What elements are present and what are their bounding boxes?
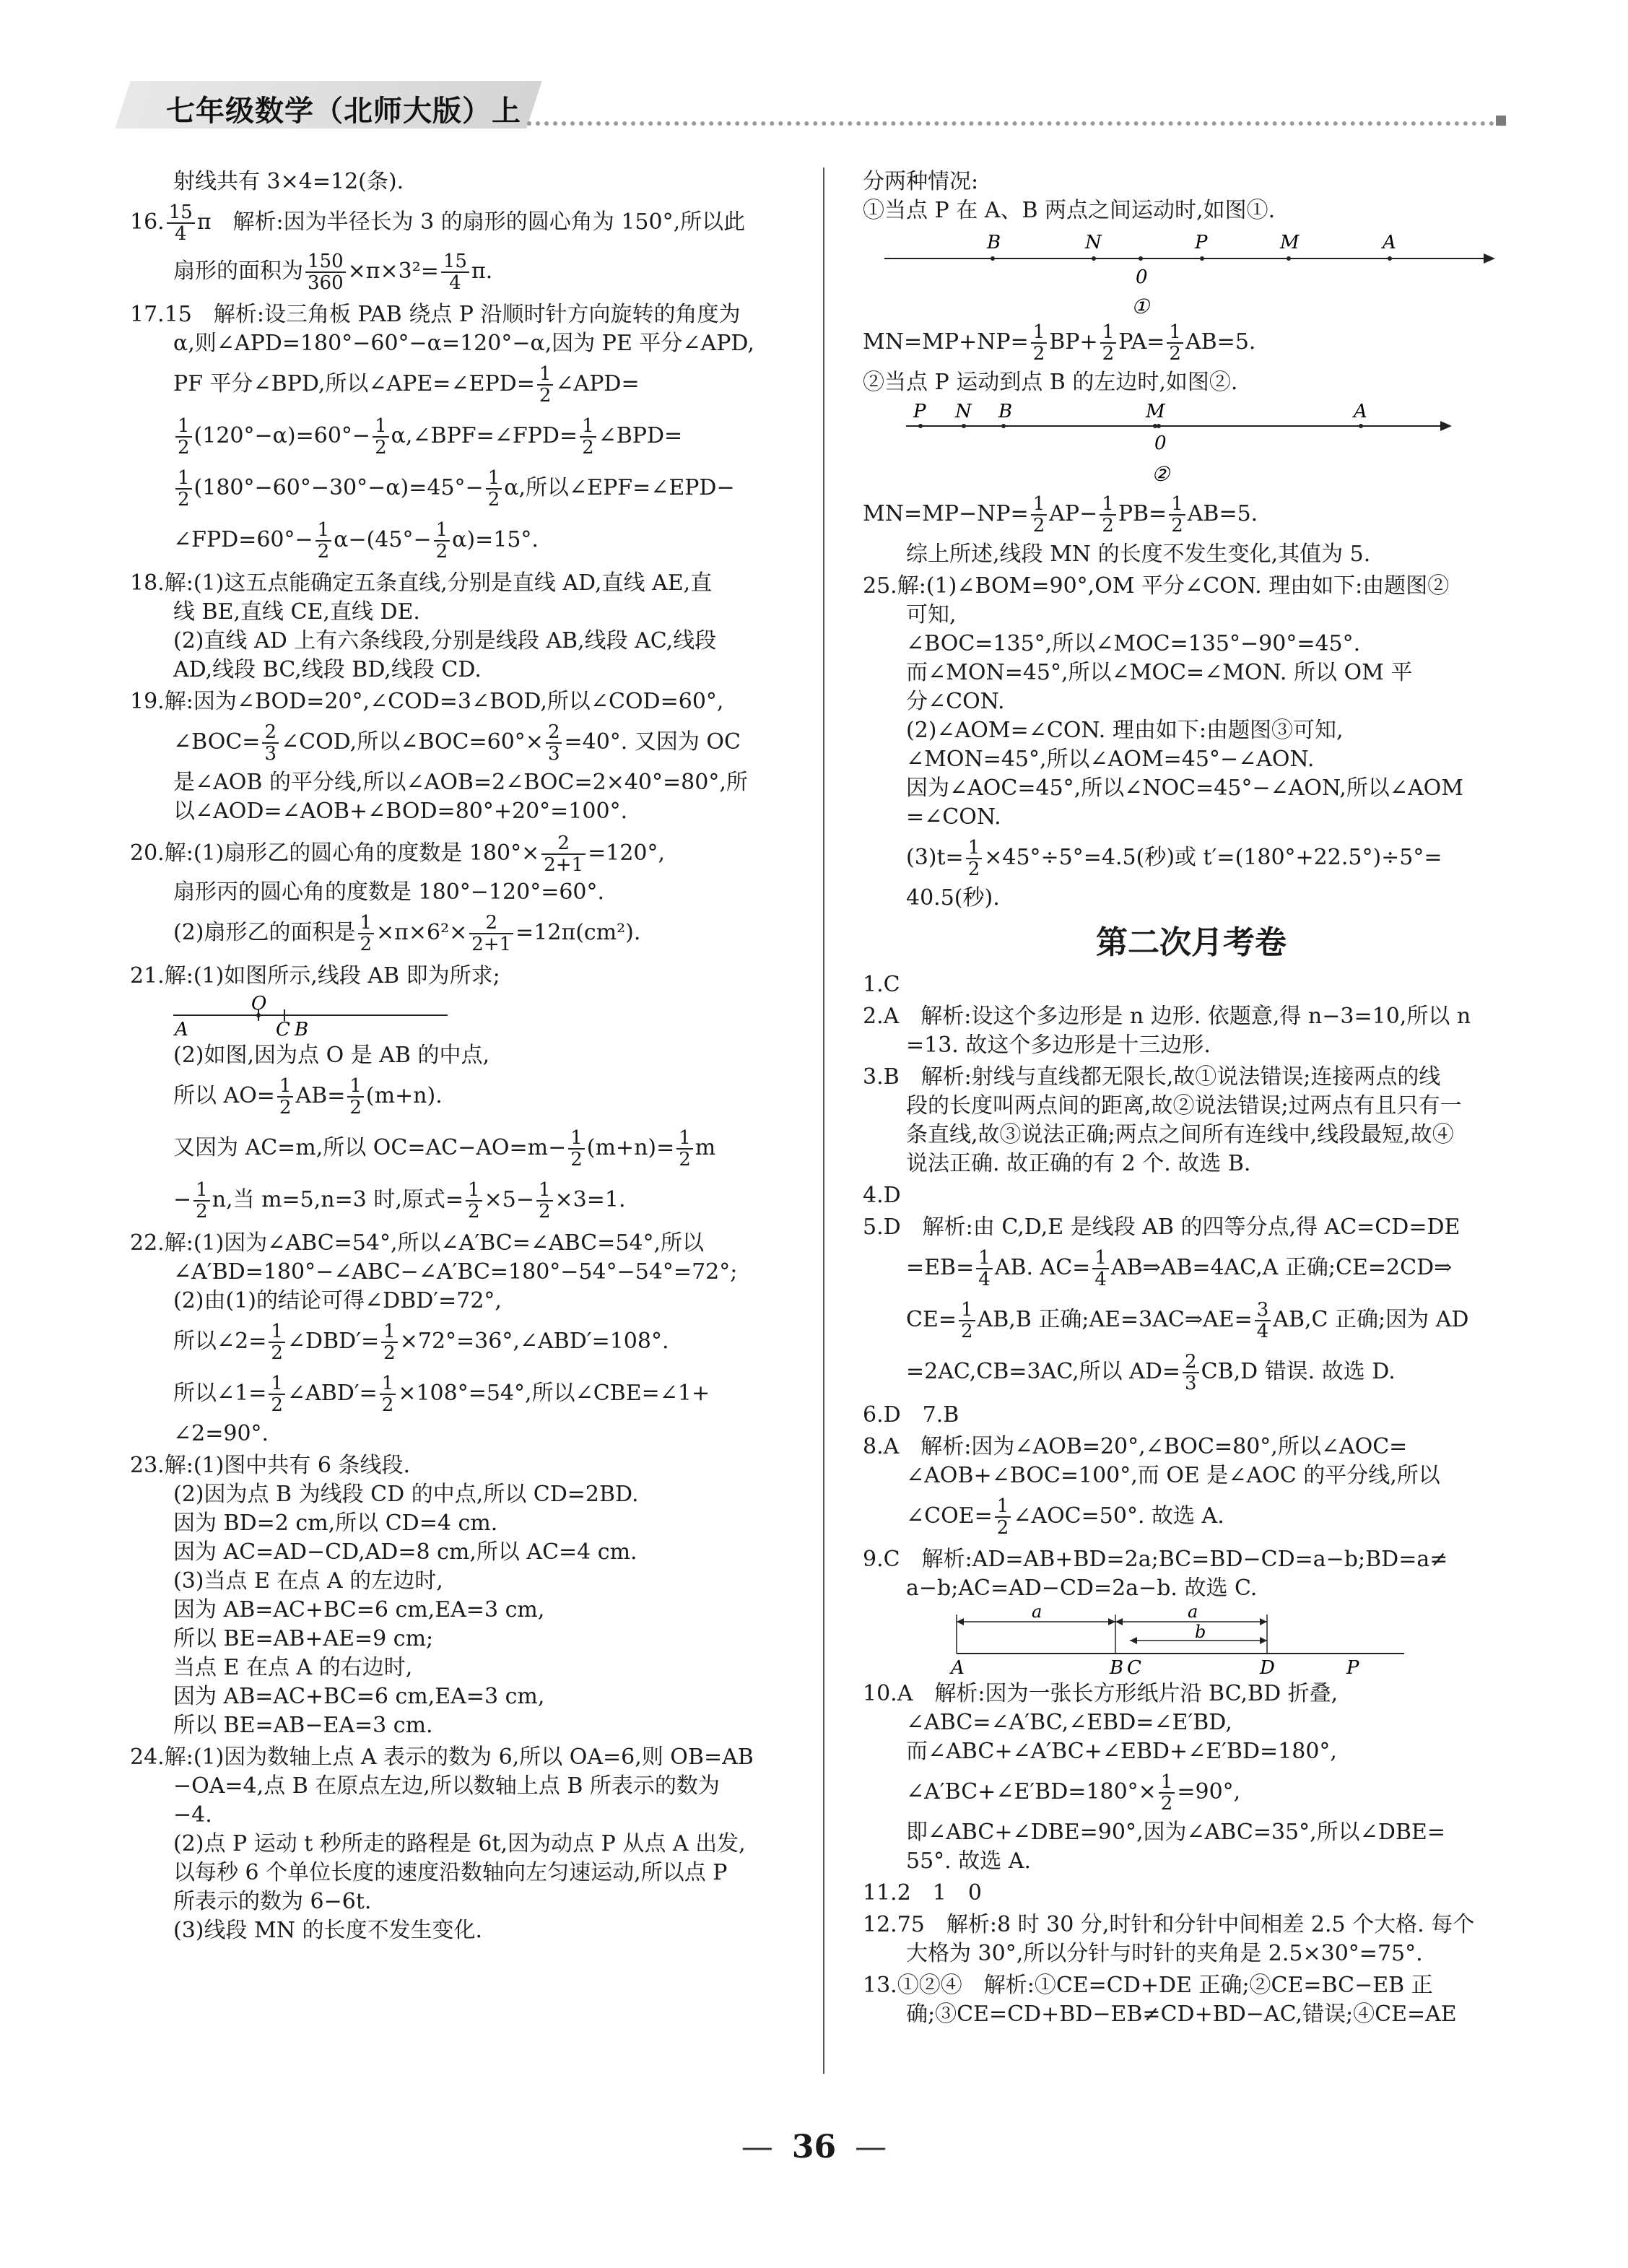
figure-caption: ① xyxy=(1131,295,1150,316)
point-label: P xyxy=(1346,1657,1359,1677)
answer-s9: 9.C 解析:AD=AB+BD=2a;BC=BD−CD=a−b;BD=a≠ a−b;AC=AD−CD=2a−b. 故选 C. a a b A B C D P xyxy=(863,1545,1520,1677)
answer-s1: 1.C xyxy=(863,972,900,997)
fraction: $\frac{150}{360}$ xyxy=(305,251,346,293)
column-divider xyxy=(823,168,824,2074)
page-header-title: 七年级数学（北师大版）上 xyxy=(166,95,521,128)
segment-ab-figure xyxy=(173,995,505,1041)
answer-16: 16. $\frac{15}{4}$ π 解析:因为半径长为 3 的扇形的圆心角为 150°,所以此 扇形的面积为 $\frac{150}{360}$ ×π×3²= $\frac{15}{4}$ π. xyxy=(130,201,746,294)
point-label: M xyxy=(1146,401,1165,422)
point-label: C xyxy=(276,1019,290,1040)
point-label: A xyxy=(951,1657,965,1677)
answer-19: 19.解:因为∠BOD=20°,∠COD=3∠BOD,所以∠COD=60°, ∠BOC= $\frac{2}{3}$ ∠COD,所以∠BOC=60°× $\frac{2}{3}$ =40°. 又因为 OC 是∠AOB 的平分线,所以∠AOB=2∠BOC=2×40°=80°,所 以∠AOD=∠AOB+∠BOD=80°+20°=100°. xyxy=(130,689,748,824)
left-column xyxy=(130,168,798,1948)
page-number-dash-left: — xyxy=(741,2129,773,2165)
point-label: P xyxy=(913,401,926,422)
point-label: C xyxy=(1127,1657,1141,1677)
point-label: A xyxy=(1354,401,1367,422)
answer-20: 20.解:(1)扇形乙的圆心角的度数是 180°× $\frac{2}{2+1}$ =120°, 扇形丙的圆心角的度数是 180°−120°=60°. (2)扇形乙的面积是 $\frac{1}{2}$ ×π×6²× $\frac{2}{2+1}$ =12π(cm²). xyxy=(130,833,666,955)
answer-s13: 13.①②④ 解析:①CE=CD+DE 正确;②CE=BC−EB 正 确;③CE=CD+BD−EB≠CD+BD−AC,错误;④CE=AE xyxy=(863,1973,1457,2027)
length-label: a xyxy=(1188,1607,1198,1622)
fraction: $\frac{15}{4}$ xyxy=(441,251,469,293)
length-label: a xyxy=(1032,1607,1042,1622)
number-line-figure-1 xyxy=(863,230,1498,316)
point-label: D xyxy=(1260,1657,1275,1677)
point-label: B xyxy=(987,232,1001,253)
answer-23: 23.解:(1)图中共有 6 条线段. (2)因为点 B 为线段 CD 的中点,所以 CD=2BD. 因为 BD=2 cm,所以 CD=4 cm. 因为 AC=AD−CD,AD=8 cm,所以 AC=4 cm. (3)当点 E 在点 A 的左边时, 因为 AB=AC+BC=6 cm,EA=3 cm, 所以 BE=AB+AE=9 cm; 当点 E 在点 A 的右边时, 因为 AB=AC+BC=6 cm,EA=3 cm, 所以 BE=AB−EA=3 cm. xyxy=(130,1453,639,1738)
answer-15-tail: 射线共有 3×4=12(条). xyxy=(173,169,404,194)
answer-s3: 3.B 解析:射线与直线都无限长,故①说法错误;连接两点的线 段的长度叫两点间的距离,故②说法错误;过两点有且只有一 条直线,故③说法正确;两点之间所有连线中,线段最短,故④ 说法正确. 故正确的有 2 个. 故选 B. xyxy=(863,1064,1462,1176)
answer-s5: 5.D 解析:由 C,D,E 是线段 AB 的四等分点,得 AC=CD=DE =EB= $\frac{1}{4}$ AB. AC= $\frac{1}{4}$ AB⇒AB=4AC,A 正确;CE=2CD⇒ CE= $\frac{1}{2}$ AB,B 正确;AE=3AC⇒AE= $\frac{3}{4}$ AB,C 正确;因为 AD =2AC,CB=3AC,所以 AD= $\frac{2}{3}$ CB,D 错误. 故选 D. xyxy=(863,1215,1469,1394)
point-label: M xyxy=(1280,232,1300,253)
header-dotted-rule xyxy=(527,121,1494,126)
answer-s11: 11.2 1 0 xyxy=(863,1880,982,1906)
answer-24: 24.解:(1)因为数轴上点 A 表示的数为 6,所以 OA=6,则 OB=AB −OA=4,点 B 在原点左边,所以数轴上点 B 所表示的数为 −4. (2)点 P 运动 t 秒所走的路程是 6t,因为动点 P 从点 A 出发, 以每秒 6 个单位长度的速度沿数轴向左匀速运动,所以点 P 所表示的数为 6−6t. (3)线段 MN 的长度不发生变化. xyxy=(130,1745,754,1943)
point-label: A xyxy=(175,1019,188,1040)
origin-label: 0 xyxy=(1154,433,1167,454)
answer-s10: 10.A 解析:因为一张长方形纸片沿 BC,BD 折叠, ∠ABC=∠A′BC,∠EBD=∠E′BD, 而∠ABC+∠A′BC+∠EBD+∠E′BD=180°, ∠A′BC+∠E′BD=180°× $\frac{1}{2}$ =90°, 即∠ABC+∠DBE=90°,因为∠ABC=35°,所以∠DBE= 55°. 故选 A. xyxy=(863,1681,1445,1874)
right-column xyxy=(863,168,1520,2032)
answer-21: 21.解:(1)如图所示,线段 AB 即为所求; A O C B (2)如图,因为点 O 是 AB 的中点, 所以 AO= $\frac{1}{2}$ AB= $\frac{1}{2}$ (m+n). 又因为 AC=m,所以 OC=AC−AO=m− $\frac{1}{2}$ (m+n)= $\frac{1}{2}$ m − $\frac{1}{2}$ n,当 m=5,n=3 时,原式= $\frac{1}{2}$ ×5− $\frac{1}{2}$ ×3=1. xyxy=(130,963,716,1222)
point-label: A xyxy=(1383,232,1396,253)
fraction: $\frac{15}{4}$ xyxy=(167,202,195,244)
header-square-mark xyxy=(1496,116,1506,126)
point-label: N xyxy=(1085,232,1102,253)
point-label: P xyxy=(1195,232,1208,253)
point-label: N xyxy=(955,401,972,422)
point-label: B xyxy=(295,1019,309,1040)
page-number: — 36 — xyxy=(741,2129,887,2165)
point-label: B xyxy=(1110,1657,1124,1677)
answer-s12: 12.75 解析:8 时 30 分,时针和分针中间相差 2.5 个大格. 每个 大格为 30°,所以分针与时针的夹角是 2.5×30°=75°. xyxy=(863,1912,1475,1966)
answer-18: 18.解:(1)这五点能确定五条直线,分别是直线 AD,直线 AE,直 线 BE,直线 CE,直线 DE. (2)直线 AD 上有六条线段,分别是线段 AB,线段 AC,线段 AD,线段 BC,线段 BD,线段 CD. xyxy=(130,570,717,682)
answer-s2: 2.A 解析:设这个多边形是 n 边形. 依题意,得 n−3=10,所以 n =13. 故这个多边形是十三边形. xyxy=(863,1004,1471,1058)
answer-s8: 8.A 解析:因为∠AOB=20°,∠BOC=80°,所以∠AOC= ∠AOB+∠BOC=100°,而 OE 是∠AOC 的平分线,所以 ∠COE= $\frac{1}{2}$ ∠AOC=50°. 故选 A. xyxy=(863,1434,1440,1539)
number-line-figure-2 xyxy=(863,401,1498,488)
figure-caption: ② xyxy=(1152,462,1170,486)
answer-24-cont: 分两种情况: ①当点 P 在 A、B 两点之间运动时,如图①. B N P M A 0 ① MN=MP+NP= $\frac{1}{2}$ BP+ $\frac{1}{2}$ PA= $\frac{1}{2}$ AB=5. ②当点 P 运动到点 B 的左边时,如图②. P N B M A 0 ② MN=MP−NP= $\frac{1}{2}$ AP− $\frac{1}{2}$ PB= $\frac{1}{2}$ AB=5. 综上所述,线段 MN 的长度不发生变化,其值为 5. xyxy=(863,168,1520,569)
answer-s6-7: 6.D 7.B xyxy=(863,1402,959,1428)
length-label: b xyxy=(1195,1622,1206,1642)
answer-17: 17.15 解析:设三角板 PAB 绕点 P 沿顺时针方向旋转的角度为 α,则∠APD=180°−60°−α=120°−α,因为 PE 平分∠APD, PF 平分∠BPD,所以∠APE=∠EPD= $\frac{1}{2}$ ∠APD= $\frac{1}{2}$ (120°−α)=60°− $\frac{1}{2}$ α,∠BPF=∠FPD= $\frac{1}{2}$ ∠BPD= $\frac{1}{2}$ (180°−60°−30°−α)=45°− $\frac{1}{2}$ α,所以∠EPF=∠EPD− ∠FPD=60°− $\frac{1}{2}$ α−(45°− $\frac{1}{2}$ α)=15°. xyxy=(130,302,754,562)
point-label: O xyxy=(251,995,267,1014)
section-title: 第二次月考卷 xyxy=(1096,924,1287,961)
answer-25: 25.解:(1)∠BOM=90°,OM 平分∠CON. 理由如下:由题图② 可知, ∠BOC=135°,所以∠MOC=135°−90°=45°. 而∠MON=45°,所以∠MOC=∠MON. 所以 OM 平 分∠CON. (2)∠AOM=∠CON. 理由如下:由题图③可知, ∠MON=45°,所以∠AOM=45°−∠AON. 因为∠AOC=45°,所以∠NOC=45°−∠AON,所以∠AOM =∠CON. (3)t= $\frac{1}{2}$ ×45°÷5°=4.5(秒)或 t′=(180°+22.5°)÷5°= 40.5(秒). xyxy=(863,573,1463,911)
point-label: B xyxy=(998,401,1013,422)
origin-label: 0 xyxy=(1136,266,1148,288)
answer-22: 22.解:(1)因为∠ABC=54°,所以∠A′BC=∠ABC=54°,所以 ∠A′BD=180°−∠ABC−∠A′BC=180°−54°−54°=72°; (2)由(1)的结论可得∠DBD′=72°, 所以∠2= $\frac{1}{2}$ ∠DBD′= $\frac{1}{2}$ ×72°=36°,∠ABD′=108°. 所以∠1= $\frac{1}{2}$ ∠ABD′= $\frac{1}{2}$ ×108°=54°,所以∠CBE=∠1+ ∠2=90°. xyxy=(130,1230,738,1446)
page-number-dash-right: — xyxy=(855,2129,887,2165)
segment-figure-9 xyxy=(942,1607,1577,1677)
answer-s4: 4.D xyxy=(863,1183,901,1208)
